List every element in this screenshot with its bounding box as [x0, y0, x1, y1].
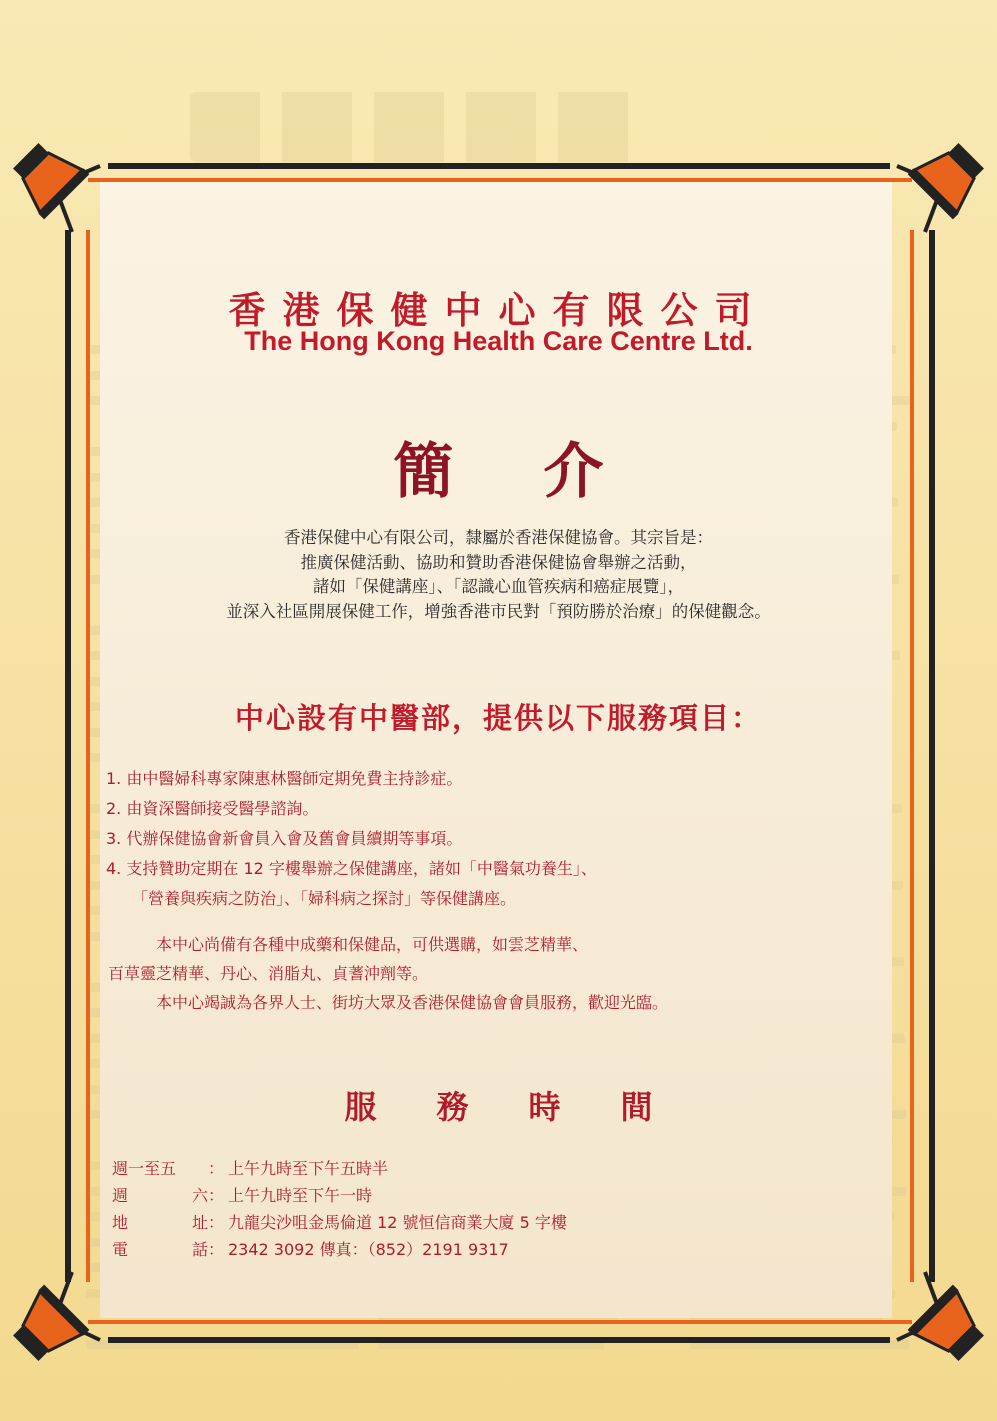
colon: ：: [208, 1240, 225, 1259]
products-line: 本中心竭誠為各界人士、街坊大眾及香港保健協會會員服務，歡迎光臨。: [156, 993, 669, 1012]
service-item: 2. 由資深醫師接受醫學諮詢。: [106, 799, 319, 818]
intro-line: 並深入社區開展保健工作，增強香港市民對「預防勝於治療」的保健觀念。: [226, 601, 771, 621]
hours-value: 2342 3092 傳真：（852）2191 9317: [228, 1240, 509, 1259]
hours-row-address: [112, 1208, 567, 1235]
intro-heading: 簡介: [393, 437, 694, 507]
hours-label: 電 話: [112, 1240, 208, 1259]
intro-line: 香港保健中心有限公司，隸屬於香港保健協會。其宗旨是：: [284, 528, 713, 547]
intro-line: 推廣保健活動、協助和贊助香港保健協會舉辦之活動，: [300, 552, 697, 572]
intro-line: 諸如「保健講座」、「認識心血管疾病和癌症展覽」，: [312, 577, 685, 596]
products-paragraph: [108, 930, 868, 1017]
hours-row-weekday: [112, 1154, 567, 1181]
products-line: 本中心尚備有各種中成藥和保健品，可供選購，如雲芝精華、: [156, 935, 589, 954]
hours-heading: 服務時間: [344, 1088, 713, 1126]
hours-table: [112, 1154, 567, 1262]
spotlight-icon-bottom-left: [3, 1285, 89, 1371]
hours-value: 上午九時至下午五時半: [228, 1159, 389, 1178]
service-item: 1. 由中醫婦科專家陳惠林醫師定期免費主持診症。: [106, 769, 463, 788]
colon: ：: [208, 1213, 225, 1232]
services-heading: 中心設有中醫部，提供以下服務項目：: [234, 701, 762, 735]
hours-value: 上午九時至下午一時: [228, 1186, 373, 1205]
spotlight-icon-bottom-right: [908, 1285, 994, 1371]
colon: ：: [208, 1186, 225, 1205]
service-item: 4. 支持贊助定期在 12 字樓舉辦之保健講座，諸如「中醫氣功養生」、: [106, 859, 597, 878]
company-name-english: The Hong Kong Health Care Centre Ltd.: [244, 326, 753, 356]
service-item: 3. 代辦保健協會新會員入會及舊會員續期等事項。: [106, 829, 463, 848]
hours-row-saturday: [112, 1181, 567, 1208]
colon: ：: [208, 1159, 225, 1178]
hours-row-phone: [112, 1235, 567, 1262]
products-line: 百草靈芝精華、丹心、消脂丸、貞蓍沖劑等。: [108, 964, 429, 983]
services-list: [106, 764, 826, 914]
spotlight-icon-top-right: [908, 133, 994, 219]
hours-value: 九龍尖沙咀金馬倫道 12 號恒信商業大廈 5 字樓: [228, 1213, 567, 1232]
spotlight-icon-top-left: [3, 133, 89, 219]
hours-label: 週一至五: [112, 1159, 177, 1178]
hours-label: 週 六: [112, 1186, 208, 1205]
hours-label: 地 址: [112, 1213, 208, 1232]
intro-paragraph: [0, 526, 997, 624]
service-item-continued: 「營養與疾病之防治」、「婦科病之探討」等保健講座。: [132, 889, 517, 908]
company-name-chinese: 香港保健中心有限公司: [228, 289, 769, 332]
